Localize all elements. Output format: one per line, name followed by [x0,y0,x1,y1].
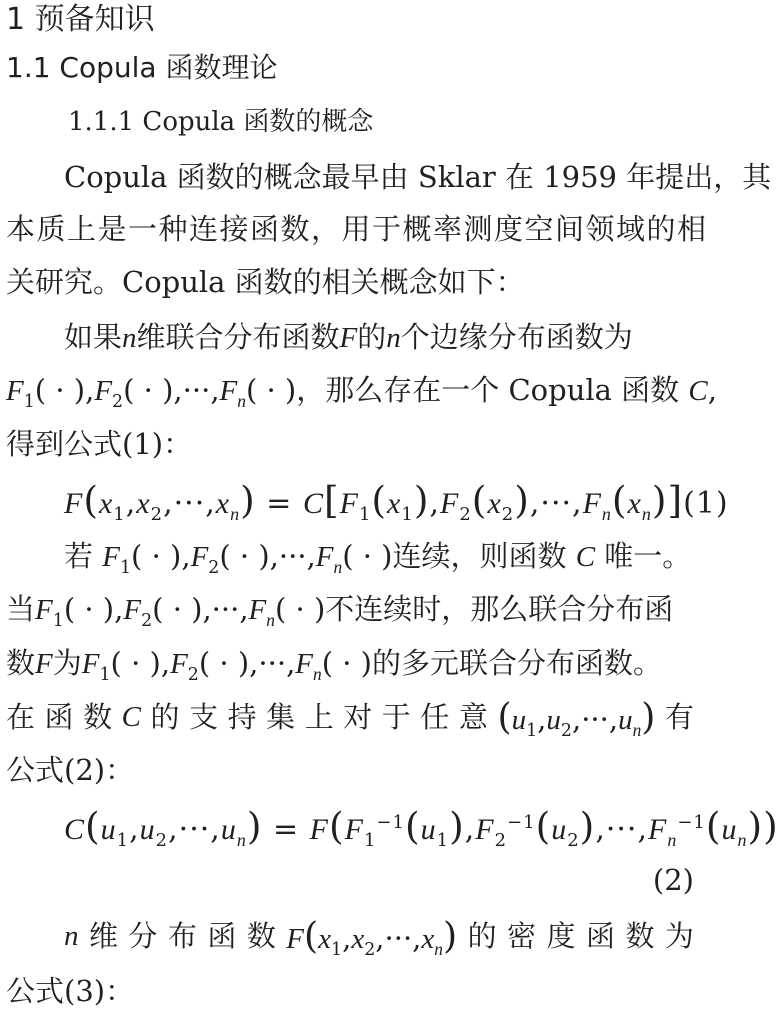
equation-2-number: (2) [652,863,694,897]
equation-2: $C(u_1,u_2,\cdot\cdot\cdot,u_n) = F(F_1^{-1}(u_1),F_2^{-1}(u_2),\cdot\cdot\cdot,F_n^{-1}(u_n))$ [64,804,779,851]
paragraph-4-line-1: n 维 分 布 函 数 $F(x_1,x_2,\cdot\cdot\cdot,x_n)$ 的 密 度 函 数 为 [64,914,694,960]
paragraph-3-line-1: 若 $F_1( \cdot ),F_2( \cdot ),\cdot\cdot\cdot,F_n$( · )连续，则函数 C 唯一。 [64,539,692,578]
paragraph-2-line-3: 得到公式(1)： [6,427,193,461]
equation-1: $F(x_1,x_2,\cdot\cdot\cdot,x_n) = C[F_1(x_1),F_2(x_2),\cdot\cdot\cdot,F_n(x_n)](1)$ [64,478,729,525]
paragraph-4-line-2: 公式(3)： [6,974,135,1008]
paragraph-3-line-3: 数F为$F_1( \cdot ),F_2( \cdot ),\cdot\cdot\cdot,F_n$( · )的多元联合分布函数。 [6,646,663,685]
paragraph-3-line-2: 当$F_1( \cdot ),F_2( \cdot ),\cdot\cdot\cdot,F_n$( · )不连续时，那么联合分布函 [6,592,674,631]
paragraph-2-line-2: $F_1( \cdot ),F_2( \cdot ),\cdot\cdot\cdot,F_n$( · )，那么存在一个 Copula 函数 C, [6,373,717,412]
equation-1-number: (1) [683,486,729,521]
paragraph-1-line-1: Copula 函数的概念最早由 Sklar 在 1959 年提出，其 [64,160,772,194]
paragraph-2-line-1: 如果n维联合分布函数F的n个边缘分布函数为 [64,320,633,354]
paragraph-1-line-2: 本质上是一种连接函数，用于概率测度空间领域的相 [6,212,708,246]
section-heading-1-1-1: 1.1.1 Copula 函数的概念 [68,107,374,137]
paragraph-3-line-4: 在 函 数 C 的 支 持 集 上 对 于 任 意 $(u_1,u_2,\cdot\cdot\cdot,u_n)$ 有 [6,695,694,741]
paragraph-1-line-3: 关研究。Copula 函数的相关概念如下： [6,265,525,299]
section-heading-1-1: 1.1 Copula 函数理论 [6,51,278,84]
section-heading-1: 1 预备知识 [6,2,155,37]
paragraph-3-line-5: 公式(2)： [6,753,135,787]
